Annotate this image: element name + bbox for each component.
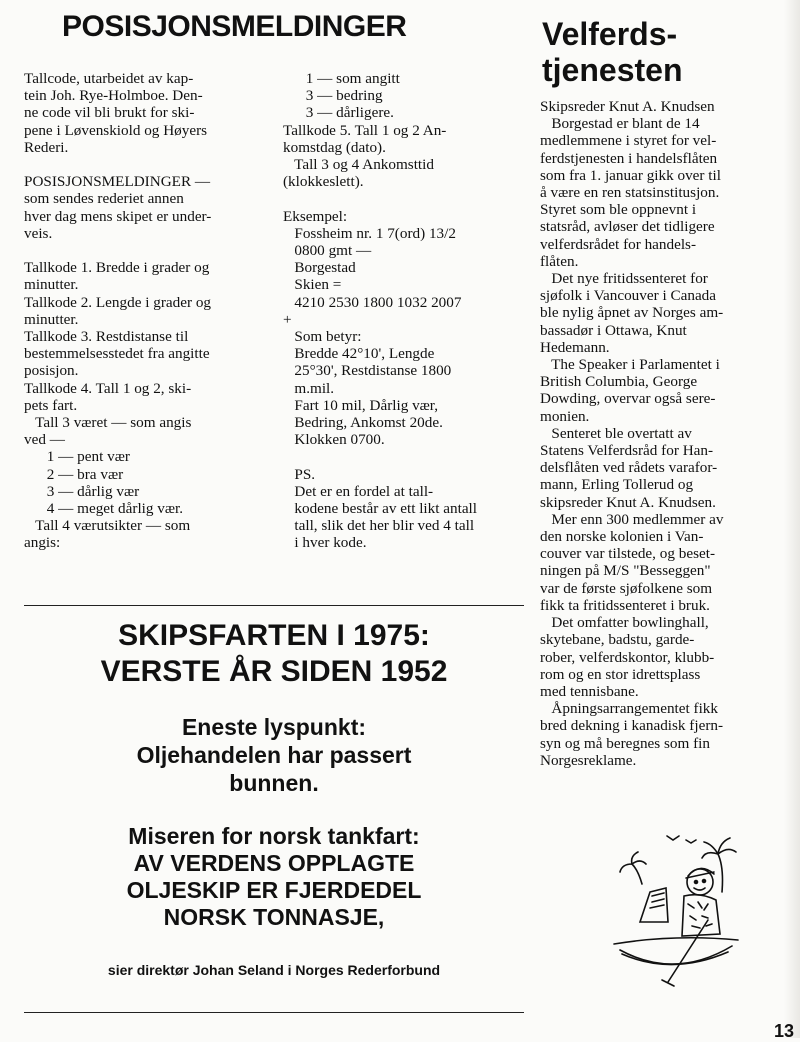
text-line: som fra 1. januar gikk over til: [540, 166, 721, 184]
text-line: angis:: [24, 534, 61, 552]
text-line: posisjon.: [24, 362, 79, 380]
text-line: i hver kode.: [283, 534, 367, 552]
headline-line: Oljehandelen har passert: [136, 742, 412, 768]
text-line: Dowding, overvar også sere-: [540, 390, 716, 408]
article-column-a: [24, 70, 264, 552]
text-line: Eksempel:: [283, 207, 348, 225]
text-line: sjøfolk i Vancouver i Canada: [540, 287, 717, 305]
text-line: 3 — dårlig vær: [24, 482, 140, 500]
text-line: PS.: [283, 465, 316, 483]
text-line: (klokkeslett).: [283, 173, 364, 191]
text-line: Fossheim nr. 1 7(ord) 13/2: [283, 224, 456, 242]
text-line: Bedring, Ankomst 20de.: [283, 414, 443, 432]
divider-bottom: [24, 1012, 524, 1013]
text-line: 1 — som angitt: [283, 70, 400, 87]
text-line: fikk ta fritidssenteret i bruk.: [540, 596, 710, 614]
text-line: rober, velferdskontor, klubb-: [540, 648, 715, 666]
text-line: Statens Velferdsråd for Han-: [540, 442, 714, 460]
headline-line: AV VERDENS OPPLAGTE: [133, 850, 415, 876]
text-line: Tall 4 værutsikter — som: [24, 517, 191, 535]
text-line: Hedemann.: [540, 338, 610, 356]
text-line: med tennisbane.: [540, 682, 639, 700]
text-line: syn og må beregnes som fin: [540, 734, 710, 752]
text-line: ne code vil bli brukt for ski-: [24, 104, 195, 122]
article-column-b: [283, 70, 523, 552]
text-line: medlemmene i styret for vel-: [540, 132, 717, 150]
text-line: Tallkode 4. Tall 1 og 2, ski-: [24, 379, 192, 397]
text-line: 4210 2530 1800 1032 2007: [283, 293, 462, 311]
article-title-velferdstjenesten: [542, 16, 682, 88]
text-line: skipsreder Knut A. Knudsen.: [540, 493, 716, 511]
title-line: Velferds-: [542, 16, 678, 52]
text-line: POSISJONSMELDINGER —: [24, 173, 211, 191]
text-line: [283, 448, 523, 465]
text-line: velferdsrådet for handels-: [540, 235, 697, 253]
text-line: British Columbia, George: [540, 373, 698, 391]
text-line: +: [283, 310, 292, 328]
text-line: bred dekning i kanadisk fjern-: [540, 717, 724, 735]
text-line: mann, Erling Tollerud og: [540, 476, 694, 494]
text-line: 4 — meget dårlig vær.: [24, 500, 184, 518]
headline-line: NORSK TONNASJE,: [163, 904, 385, 930]
sailor-in-rowboat-illustration: [612, 832, 742, 992]
headline-line: bunnen.: [229, 770, 319, 796]
text-line: statsråd, avløser det tidligere: [540, 218, 715, 236]
text-line: Tallkode 1. Bredde i grader og: [24, 259, 210, 277]
text-line: bestemmelsesstedet fra angitte: [24, 345, 210, 363]
text-line: som sendes rederiet annen: [24, 190, 184, 208]
text-line: Klokken 0700.: [283, 431, 385, 449]
divider-top: [24, 605, 524, 606]
text-line: Skipsreder Knut A. Knudsen: [540, 98, 715, 115]
text-line: ble nylig åpnet av Norges am-: [540, 304, 724, 322]
text-line: pene i Løvenskiold og Høyers: [24, 121, 208, 139]
text-line: Borgestad: [283, 259, 356, 277]
text-line: Mer enn 300 medlemmer av: [540, 510, 724, 528]
text-line: Tall 3 været — som angis: [24, 414, 192, 432]
text-line: Det omfatter bowlinghall,: [540, 614, 709, 632]
text-line: couver var tilstede, og beset-: [540, 545, 716, 563]
text-line: Fart 10 mil, Dårlig vær,: [283, 396, 439, 414]
headline-sub: [24, 713, 524, 797]
headline-byline: sier direktør Johan Seland i Norges Rederforbund: [107, 962, 441, 978]
page-number: 13: [773, 1021, 794, 1041]
article-column-velferd: [540, 98, 784, 769]
headline-line: OLJESKIP ER FJERDEDEL: [126, 877, 422, 903]
text-line: veis.: [24, 224, 53, 242]
text-line: bassadør i Ottawa, Knut: [540, 321, 687, 339]
text-line: Tallkode 5. Tall 1 og 2 An-: [283, 121, 447, 139]
text-line: Som betyr:: [283, 328, 362, 346]
text-line: ferdstjenesten i handelsflåten: [540, 149, 718, 167]
text-line: Det nye fritidssenteret for: [540, 270, 708, 288]
text-line: Tall 3 og 4 Ankomsttid: [283, 156, 434, 174]
text-line: 0800 gmt —: [283, 242, 372, 260]
text-line: å være en ren statsinstitusjon.: [540, 184, 720, 202]
text-line: ningen på M/S "Besseggen": [540, 562, 711, 580]
text-line: tall, slik det her blir ved 4 tall: [283, 517, 475, 535]
text-line: Tallkode 3. Restdistanse til: [24, 328, 189, 346]
text-line: Åpningsarrangementet fikk: [540, 700, 718, 718]
text-line: monien.: [540, 407, 590, 425]
text-line: kodene består av ett likt antall: [283, 500, 477, 518]
text-line: Senteret ble overtatt av: [540, 424, 692, 442]
headline-tankfart: [24, 823, 524, 931]
text-line: minutter.: [24, 276, 79, 294]
text-line: delsflåten ved rådets varafor-: [540, 459, 718, 477]
text-line: Borgestad er blant de 14: [540, 115, 700, 133]
text-line: skytebane, badstu, garde-: [540, 631, 695, 649]
text-line: flåten.: [540, 252, 579, 270]
text-line: 3 — dårligere.: [283, 104, 394, 122]
text-line: Bredde 42°10', Lengde: [283, 345, 435, 363]
text-line: tein Joh. Rye-Holmboe. Den-: [24, 87, 203, 105]
text-line: rom og en stor idrettsplass: [540, 665, 701, 683]
headline-line: Miseren for norsk tankfart:: [128, 823, 420, 849]
text-line: m.mil.: [283, 379, 335, 397]
article-title-posisjonsmeldinger: POSISJONSMELDINGER: [62, 10, 407, 43]
text-line: Tallcode, utarbeidet av kap-: [24, 70, 194, 87]
text-line: var de første sjøfolkene som: [540, 579, 713, 597]
text-line: pets fart.: [24, 396, 78, 414]
text-line: [24, 242, 264, 259]
text-line: Styret som ble oppnevnt i: [540, 201, 697, 219]
text-line: komstdag (dato).: [283, 138, 386, 156]
headline-main: [24, 618, 524, 690]
text-line: Rederi.: [24, 138, 69, 156]
text-line: minutter.: [24, 310, 79, 328]
title-line: tjenesten: [542, 52, 683, 88]
text-line: [24, 156, 264, 173]
text-line: The Speaker i Parlamentet i: [540, 356, 720, 374]
text-line: Norgesreklame.: [540, 751, 637, 769]
text-line: 2 — bra vær: [24, 465, 124, 483]
headline-line: VERSTE ÅR SIDEN 1952: [100, 655, 448, 688]
headline-line: SKIPSFARTEN I 1975:: [118, 619, 430, 652]
text-line: den norske kolonien i Van-: [540, 528, 704, 546]
headline-line: Eneste lyspunkt:: [181, 714, 367, 740]
text-line: Skien =: [283, 276, 342, 294]
text-line: ved —: [24, 431, 65, 449]
text-line: 3 — bedring: [283, 87, 383, 105]
text-line: Tallkode 2. Lengde i grader og: [24, 293, 212, 311]
text-line: 1 — pent vær: [24, 448, 130, 466]
text-line: [283, 190, 523, 207]
text-line: Det er en fordel at tall-: [283, 482, 434, 500]
text-line: 25°30', Restdistanse 1800: [283, 362, 452, 380]
text-line: hver dag mens skipet er under-: [24, 207, 212, 225]
page-edge-shadow: [784, 0, 800, 1038]
